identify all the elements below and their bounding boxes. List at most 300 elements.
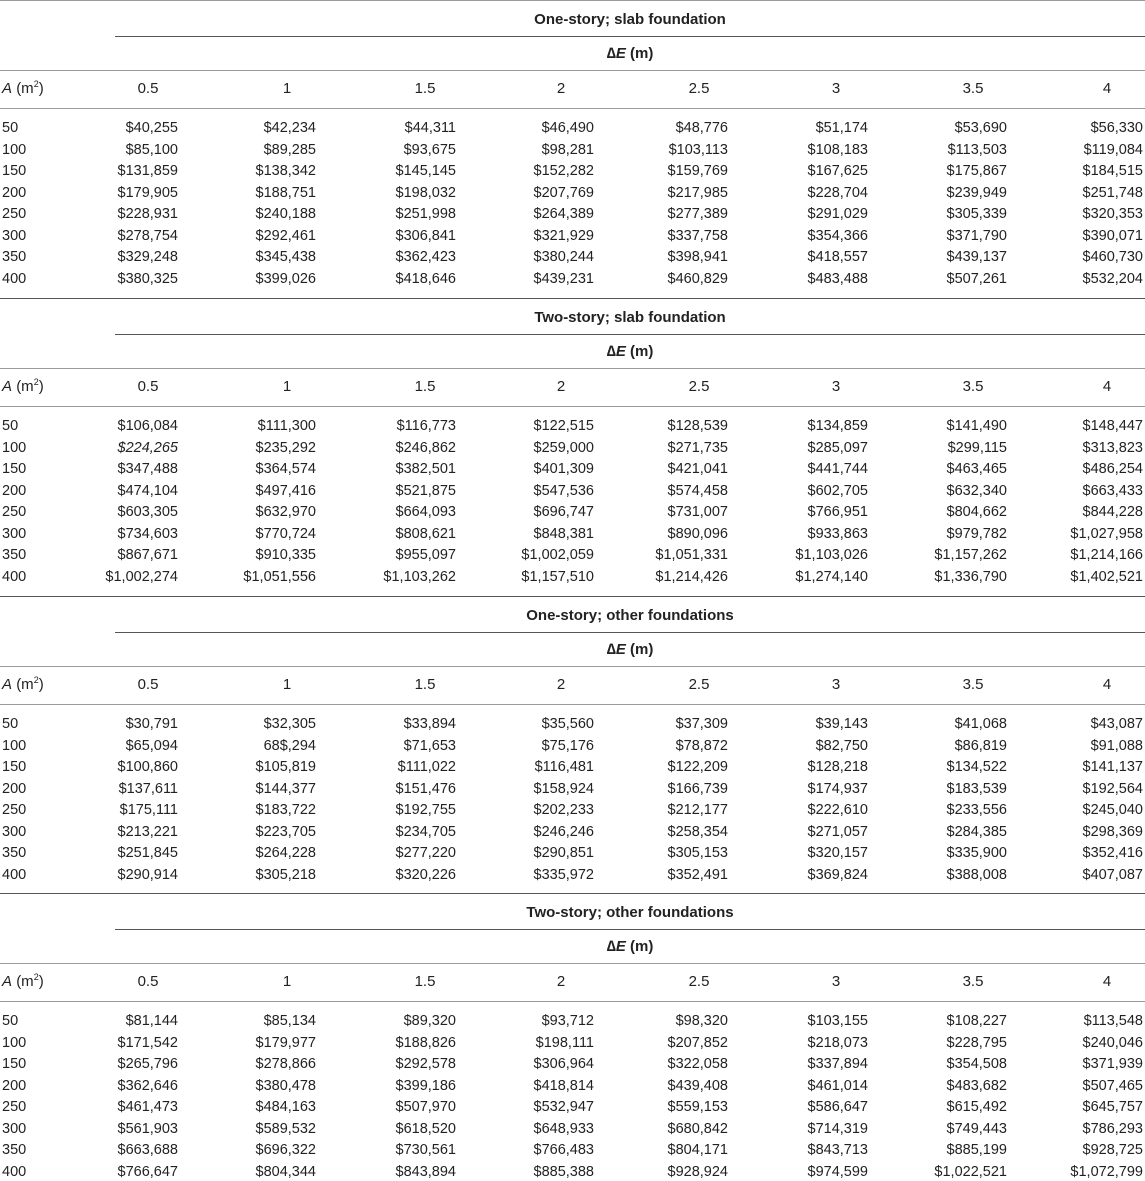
- area-cell: 100: [2, 439, 27, 456]
- area-cell: 350: [2, 249, 27, 265]
- column-header-row: [0, 378, 1145, 396]
- cost-cell: $1,072,799: [1070, 1163, 1143, 1180]
- cost-cell: $116,773: [396, 418, 456, 434]
- cost-cell: $175,111: [119, 802, 178, 818]
- table-row: [0, 1034, 1145, 1052]
- area-cell: 350: [2, 1142, 27, 1158]
- cost-cell: $844,228: [1082, 504, 1143, 520]
- table-row: [0, 248, 1145, 266]
- cost-cell: $81,144: [125, 1013, 178, 1029]
- area-header: [2, 973, 44, 991]
- cost-cell: $128,218: [807, 759, 868, 775]
- cost-cell: $664,093: [395, 504, 456, 520]
- column-header-rule: [0, 1001, 1145, 1002]
- cost-cell: $141,137: [1082, 759, 1143, 775]
- cost-cell: $547,536: [533, 482, 594, 499]
- cost-cell: $441,744: [807, 461, 868, 477]
- cost-cell: $1,051,331: [655, 547, 728, 563]
- column-header-row: [0, 80, 1145, 98]
- cost-cell: $119,084: [1083, 141, 1143, 158]
- cost-cell: $202,233: [533, 802, 594, 818]
- cost-cell: $93,712: [541, 1013, 594, 1029]
- cost-cell: $418,557: [807, 249, 868, 265]
- cost-cell: $32,305: [263, 716, 316, 732]
- cost-cell: $85,100: [125, 141, 178, 158]
- area-cell: 300: [2, 823, 27, 840]
- cost-cell: $371,939: [1082, 1056, 1143, 1072]
- delta-symbol: ∆: [606, 938, 616, 955]
- cost-cell: $113,503: [947, 141, 1007, 158]
- cost-cell: $885,199: [946, 1142, 1007, 1158]
- cost-cell: $277,220: [395, 845, 456, 861]
- area-cell: 300: [2, 525, 27, 542]
- area-cell: 150: [2, 163, 27, 179]
- cost-cell: $770,724: [255, 525, 316, 542]
- area-symbol: A: [2, 80, 13, 97]
- table-row: [0, 162, 1145, 180]
- cost-cell: $1,274,140: [795, 568, 868, 585]
- cost-cell: $35,560: [541, 716, 594, 732]
- area-header: [2, 378, 44, 396]
- cost-cell: $766,647: [117, 1163, 178, 1180]
- cost-cell: $148,447: [1082, 418, 1143, 434]
- cost-cell: $602,705: [807, 482, 868, 499]
- table-section: [0, 596, 1145, 893]
- cost-cell: $497,416: [255, 482, 316, 499]
- delta-e-column-header: 0.5: [137, 973, 159, 990]
- cost-cell: $507,970: [395, 1099, 456, 1115]
- column-header-row: [0, 676, 1145, 694]
- cost-cell: $284,385: [946, 823, 1007, 840]
- cost-cell: $167,625: [807, 163, 868, 179]
- cost-cell: $89,285: [263, 141, 316, 158]
- cost-cell: $251,845: [117, 845, 178, 861]
- cost-cell: $111,022: [397, 759, 456, 775]
- cost-cell: $245,040: [1082, 802, 1143, 818]
- column-header-rule: [0, 108, 1145, 109]
- area-cell: 400: [2, 866, 27, 883]
- table-row: [0, 1141, 1145, 1159]
- delta-unit: (m): [625, 938, 654, 955]
- area-cell: 100: [2, 141, 27, 158]
- delta-e-column-header: 4: [1102, 973, 1112, 990]
- cost-cell: $380,325: [117, 270, 178, 287]
- area-cell: 350: [2, 845, 27, 861]
- cost-cell: $43,087: [1090, 716, 1143, 732]
- cost-cell: $322,058: [667, 1056, 728, 1072]
- table-row: [0, 1012, 1145, 1030]
- cost-cell: $299,115: [947, 439, 1007, 456]
- area-cell: 100: [2, 737, 27, 754]
- cost-cell: $265,796: [117, 1056, 178, 1072]
- area-cell: 50: [2, 418, 19, 434]
- cost-cell: $145,145: [395, 163, 456, 179]
- header-rule: [0, 70, 1145, 71]
- cost-cell: $37,309: [675, 716, 728, 732]
- cost-cell: $82,750: [815, 737, 868, 754]
- delta-e-header: [115, 938, 1145, 956]
- delta-e-header: [115, 343, 1145, 361]
- section-title: Two-story; slab foundation: [534, 309, 726, 326]
- area-cell: 200: [2, 184, 27, 201]
- cost-cell: $380,244: [533, 249, 594, 265]
- cost-cell: $362,646: [117, 1077, 178, 1094]
- cost-cell: $1,402,521: [1070, 568, 1143, 585]
- delta-e-column-header: 3: [831, 973, 841, 990]
- cost-cell: $158,924: [533, 780, 594, 797]
- area-unit-close: ): [38, 676, 44, 693]
- area-unit-close: ): [38, 973, 44, 990]
- cost-cell: $337,758: [667, 227, 728, 244]
- cost-cell: $589,532: [255, 1120, 316, 1137]
- top-rule: [0, 298, 1145, 299]
- cost-cell: $483,682: [946, 1077, 1007, 1094]
- delta-e-column-header: 4: [1102, 676, 1112, 693]
- cost-cell: $86,819: [954, 737, 1007, 754]
- cost-cell: $329,248: [117, 249, 178, 265]
- cost-cell: $251,748: [1082, 184, 1143, 201]
- cost-cell: $439,408: [667, 1077, 728, 1094]
- delta-e-column-header: 2.5: [688, 378, 710, 395]
- area-cell: 150: [2, 759, 27, 775]
- cost-cell: $663,433: [1082, 482, 1143, 499]
- cost-cell: $39,143: [815, 716, 868, 732]
- cost-cell: $663,688: [117, 1142, 178, 1158]
- cost-cell: $207,769: [533, 184, 594, 201]
- cost-cell: $320,226: [395, 866, 456, 883]
- cost-cell: $337,894: [807, 1056, 868, 1072]
- cost-cell: $474,104: [117, 482, 178, 499]
- area-cell: 300: [2, 1120, 27, 1137]
- cost-cell: $222,610: [807, 802, 868, 818]
- table-row: [0, 801, 1145, 819]
- cost-cell: $138,342: [255, 163, 316, 179]
- area-cell: 150: [2, 1056, 27, 1072]
- area-cell: 250: [2, 802, 27, 818]
- table-row: [0, 780, 1145, 798]
- top-rule: [0, 0, 1145, 1]
- cost-cell: $521,875: [395, 482, 456, 499]
- table-section: [0, 298, 1145, 596]
- header-rule: [0, 666, 1145, 667]
- cost-cell: $278,866: [255, 1056, 316, 1072]
- cost-cell: $1,002,059: [521, 547, 594, 563]
- area-cell: 250: [2, 504, 27, 520]
- cost-cell: $239,949: [946, 184, 1007, 201]
- area-unit: (m: [16, 676, 34, 693]
- cost-cell: $885,388: [533, 1163, 594, 1180]
- cost-cell: $574,458: [667, 482, 728, 499]
- cost-cell: $345,438: [255, 249, 316, 265]
- delta-e-column-header: 3.5: [962, 378, 984, 395]
- area-unit-exponent: 2: [33, 972, 39, 982]
- top-rule: [0, 596, 1145, 597]
- cost-cell: $382,501: [395, 461, 456, 477]
- cost-cell: $258,354: [667, 823, 728, 840]
- table-row: [0, 1055, 1145, 1073]
- delta-e-column-header: 4: [1102, 80, 1112, 97]
- cost-cell: $618,520: [395, 1120, 456, 1137]
- cost-cell: $305,153: [667, 845, 728, 861]
- table-row: [0, 227, 1145, 245]
- cost-cell: $152,282: [533, 163, 594, 179]
- delta-e-column-header: 4: [1102, 378, 1112, 395]
- delta-e-column-header: 3: [831, 80, 841, 97]
- cost-cell: $1,027,958: [1070, 525, 1143, 542]
- cost-cell: $532,204: [1082, 270, 1143, 287]
- cost-cell: $804,662: [946, 504, 1007, 520]
- cost-cell: $134,522: [946, 759, 1007, 775]
- delta-e-column-header: 1.5: [414, 378, 436, 395]
- cost-cell: $40,255: [125, 120, 178, 136]
- cost-cell: $460,829: [667, 270, 728, 287]
- header-rule: [0, 963, 1145, 964]
- cost-cell: $1,002,274: [105, 568, 178, 585]
- cost-cell: $51,174: [815, 120, 868, 136]
- cost-cell: $85,134: [263, 1013, 316, 1029]
- cost-cell: $354,508: [946, 1056, 1007, 1072]
- cost-cell: $955,097: [395, 547, 456, 563]
- cost-cell: $116,481: [534, 759, 594, 775]
- cost-cell: $46,490: [541, 120, 594, 136]
- cost-cell: $108,183: [807, 141, 868, 158]
- cost-cell: $1,214,426: [655, 568, 728, 585]
- cost-cell: 68$,294: [263, 737, 316, 754]
- area-unit-exponent: 2: [33, 377, 39, 387]
- cost-cell: $291,029: [807, 206, 868, 222]
- cost-cell: $714,319: [807, 1120, 868, 1137]
- cost-cell: $749,443: [946, 1120, 1007, 1137]
- section-title: One-story; other foundations: [526, 607, 734, 624]
- cost-cell: $371,790: [946, 227, 1007, 244]
- cost-cell: $507,261: [946, 270, 1007, 287]
- cost-cell: $292,461: [255, 227, 316, 244]
- delta-e-column-header: 1: [282, 676, 292, 693]
- cost-cell: $217,985: [667, 184, 728, 201]
- cost-cell: $91,088: [1090, 737, 1143, 754]
- cost-cell: $290,851: [533, 845, 594, 861]
- cost-cell: $278,754: [117, 227, 178, 244]
- cost-cell: $65,094: [125, 737, 178, 754]
- area-symbol: A: [2, 378, 13, 395]
- area-cell: 50: [2, 1013, 19, 1029]
- cost-cell: $843,894: [395, 1163, 456, 1180]
- cost-cell: $108,227: [946, 1013, 1007, 1029]
- delta-variable: E: [615, 343, 626, 360]
- cost-cell: $166,739: [667, 780, 728, 797]
- cost-cell: $192,564: [1082, 780, 1143, 797]
- delta-e-column-header: 1: [282, 973, 292, 990]
- cost-cell: $418,646: [395, 270, 456, 287]
- cost-cell: $188,826: [395, 1034, 456, 1051]
- delta-unit: (m): [625, 641, 654, 658]
- cost-cell: $648,933: [533, 1120, 594, 1137]
- cost-cell: $305,218: [255, 866, 316, 883]
- cost-cell: $362,423: [395, 249, 456, 265]
- cost-cell: $171,542: [117, 1034, 178, 1051]
- cost-cell: $192,755: [395, 802, 456, 818]
- delta-e-column-header: 1: [282, 378, 292, 395]
- cost-cell: $223,705: [255, 823, 316, 840]
- delta-e-column-header: 2.5: [688, 973, 710, 990]
- cost-cell: $731,007: [667, 504, 728, 520]
- area-cell: 250: [2, 206, 27, 222]
- area-header: [2, 676, 44, 694]
- table-row: [0, 270, 1145, 288]
- cost-cell: $103,113: [668, 141, 728, 158]
- cost-cell: $75,176: [541, 737, 594, 754]
- cost-cell: $507,465: [1082, 1077, 1143, 1094]
- cost-cell: $364,574: [255, 461, 316, 477]
- cost-cell: $848,381: [533, 525, 594, 542]
- cost-cell: $103,155: [807, 1013, 868, 1029]
- table-row: [0, 503, 1145, 521]
- title-underline: [115, 632, 1145, 633]
- cost-cell: $179,977: [255, 1034, 316, 1051]
- cost-cell: $632,340: [946, 482, 1007, 499]
- cost-cell: $843,713: [807, 1142, 868, 1158]
- delta-e-column-header: 3.5: [962, 80, 984, 97]
- cost-cell: $979,782: [946, 525, 1007, 542]
- delta-e-column-header: 2.5: [688, 80, 710, 97]
- cost-cell: $144,377: [255, 780, 316, 797]
- cost-cell: $174,937: [807, 780, 868, 797]
- title-underline: [115, 334, 1145, 335]
- table-row: [0, 1077, 1145, 1095]
- table-row: [0, 737, 1145, 755]
- cost-cell: $603,305: [117, 504, 178, 520]
- cost-cell: $615,492: [946, 1099, 1007, 1115]
- delta-unit: (m): [625, 343, 654, 360]
- cost-cell: $369,824: [807, 866, 868, 883]
- cost-cell: $421,041: [667, 461, 728, 477]
- header-rule: [0, 368, 1145, 369]
- cost-cell: $910,335: [255, 547, 316, 563]
- cost-cell: $44,311: [404, 120, 456, 136]
- cost-cell: $198,111: [535, 1034, 594, 1051]
- cost-cell: $122,515: [533, 418, 594, 434]
- cost-cell: $41,068: [954, 716, 1007, 732]
- cost-cell: $277,389: [667, 206, 728, 222]
- cost-cell: $122,209: [667, 759, 728, 775]
- cost-cell: $53,690: [954, 120, 1007, 136]
- cost-cell: $131,859: [117, 163, 178, 179]
- cost-cell: $128,539: [667, 418, 728, 434]
- cost-cell: $320,157: [807, 845, 868, 861]
- delta-e-column-header: 1: [282, 80, 292, 97]
- cost-cell: $264,389: [533, 206, 594, 222]
- cost-cell: $696,747: [533, 504, 594, 520]
- table-section: [0, 893, 1145, 1180]
- delta-e-column-header: 0.5: [137, 676, 159, 693]
- cost-cell: $398,941: [667, 249, 728, 265]
- cost-cell: $380,478: [255, 1077, 316, 1094]
- column-header-row: [0, 973, 1145, 991]
- table-row: [0, 482, 1145, 500]
- cost-cell: $808,621: [395, 525, 456, 542]
- cost-cell: $188,751: [255, 184, 316, 201]
- cost-cell: $246,862: [395, 439, 456, 456]
- area-unit-close: ): [38, 80, 44, 97]
- cost-cell: $106,084: [117, 418, 178, 434]
- area-cell: 300: [2, 227, 27, 244]
- delta-e-header: [115, 641, 1145, 659]
- cost-cell: $486,254: [1082, 461, 1143, 477]
- cost-cell: $271,057: [807, 823, 868, 840]
- area-unit-close: ): [38, 378, 44, 395]
- cost-cell: $586,647: [807, 1099, 868, 1115]
- section-title: Two-story; other foundations: [526, 904, 734, 921]
- cost-cell: $1,022,521: [934, 1163, 1007, 1180]
- table-row: [0, 1120, 1145, 1138]
- delta-unit: (m): [625, 45, 654, 62]
- area-cell: 150: [2, 461, 27, 477]
- cost-cell: $207,852: [667, 1034, 728, 1051]
- table-row: [0, 715, 1145, 733]
- cost-cell: $1,103,026: [795, 547, 868, 563]
- cost-cell: $483,488: [807, 270, 868, 287]
- cost-cell: $399,026: [255, 270, 316, 287]
- delta-e-header: [115, 45, 1145, 63]
- cost-cell: $390,071: [1082, 227, 1143, 244]
- cost-cell: $259,000: [533, 439, 594, 456]
- cost-cell: $305,339: [946, 206, 1007, 222]
- cost-cell: $1,336,790: [934, 568, 1007, 585]
- cost-cell: $730,561: [395, 1142, 456, 1158]
- cost-cell: $93,675: [403, 141, 456, 158]
- cost-cell: $228,931: [117, 206, 178, 222]
- column-header-rule: [0, 406, 1145, 407]
- cost-cell: $1,157,510: [521, 568, 594, 585]
- cost-cell: $632,970: [255, 504, 316, 520]
- area-unit-exponent: 2: [33, 79, 39, 89]
- delta-e-column-header: 2: [556, 80, 566, 97]
- cost-cell: $461,014: [807, 1077, 868, 1094]
- cost-cell: $285,097: [807, 439, 868, 456]
- area-cell: 350: [2, 547, 27, 563]
- cost-cell: $292,578: [395, 1056, 456, 1072]
- table-row: [0, 866, 1145, 884]
- cost-cell: $105,819: [255, 759, 316, 775]
- area-unit: (m: [16, 973, 34, 990]
- cost-cell: $645,757: [1082, 1099, 1143, 1115]
- cost-cell: $213,221: [117, 823, 178, 840]
- cost-cell: $233,556: [946, 802, 1007, 818]
- cost-cell: $246,246: [533, 823, 594, 840]
- column-header-rule: [0, 704, 1145, 705]
- area-cell: 100: [2, 1034, 27, 1051]
- cost-cell: $335,972: [533, 866, 594, 883]
- area-cell: 400: [2, 270, 27, 287]
- cost-cell: $111,300: [257, 418, 316, 434]
- cost-cell: $235,292: [255, 439, 316, 456]
- cost-cell: $271,735: [667, 439, 728, 456]
- cost-cell: $306,841: [395, 227, 456, 244]
- cost-cell: $240,188: [255, 206, 316, 222]
- delta-e-column-header: 3: [831, 676, 841, 693]
- cost-cell: $974,599: [807, 1163, 868, 1180]
- area-unit: (m: [16, 378, 34, 395]
- delta-e-column-header: 1.5: [414, 973, 436, 990]
- cost-cell: $98,320: [675, 1013, 728, 1029]
- cost-cell: $30,791: [125, 716, 178, 732]
- cost-cell: $460,730: [1082, 249, 1143, 265]
- table-row: [0, 439, 1145, 457]
- table-row: [0, 758, 1145, 776]
- area-header: [2, 80, 44, 98]
- delta-e-column-header: 2: [556, 973, 566, 990]
- cost-cell: $251,998: [395, 206, 456, 222]
